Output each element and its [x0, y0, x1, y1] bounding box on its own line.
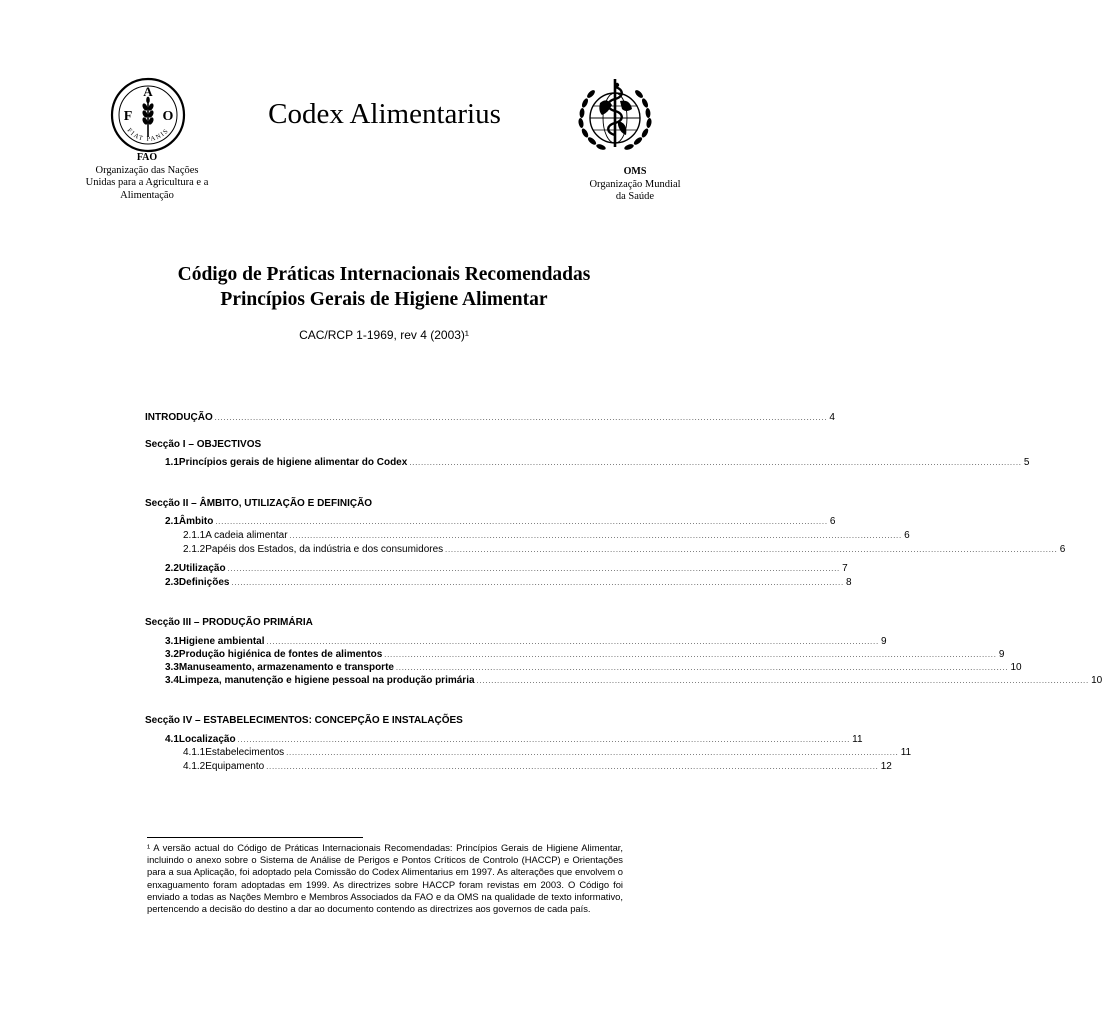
toc-entry-label: Âmbito: [178, 516, 214, 527]
toc-entry-page: 6: [1059, 544, 1066, 555]
toc-section-heading[interactable]: Secção II – ÂMBITO, UTILIZAÇÃO E DEFINIÇÃO: [145, 498, 373, 509]
toc-leader-dots: ................................................................................................................................................................................................................: [476, 678, 1090, 685]
toc-entry-number: 4.1: [165, 734, 179, 745]
toc-leader-dots: ................................................................................................................................................................................................................: [445, 547, 1058, 554]
toc-entry[interactable]: [165, 732, 863, 746]
toc-entry-introduction[interactable]: [145, 410, 835, 424]
toc-leader-dots: ................................................................................................................................................................................................................: [266, 639, 880, 646]
fao-name-line: Alimentação: [120, 189, 174, 201]
fao-name-line: Organização das Nações: [95, 164, 199, 176]
toc-entry-number: 2.1.2: [183, 544, 206, 555]
toc-entry-page: 6: [904, 530, 910, 541]
toc-entry[interactable]: [183, 528, 910, 542]
toc-leader-dots: ................................................................................................................................................................................................................: [227, 566, 841, 573]
toc-entry-number: 4.1.2: [183, 761, 206, 772]
toc-entry-number: 2.1.1: [183, 530, 206, 541]
toc-entry-number: 3.1: [165, 636, 179, 647]
fao-logo-motto: FIAT PANIS: [125, 127, 171, 143]
toc-entry-page: 10: [1091, 675, 1102, 686]
toc-entry[interactable]: [183, 542, 1066, 556]
toc-entry-label: Definições: [178, 577, 230, 588]
oms-name-line: da Saúde: [615, 191, 655, 202]
toc-entry-label: Equipamento: [205, 761, 265, 772]
fao-name-line: Unidas para a Agricultura e a: [85, 177, 209, 188]
toc-entry-number: 3.2: [165, 649, 179, 660]
toc-entry-label: Utilização: [178, 563, 226, 574]
toc-entry-number: 1.1: [165, 457, 179, 468]
oms-org-block: [560, 166, 710, 204]
toc-entry-page: 4: [829, 412, 835, 423]
toc-entry-number: 3.4: [165, 675, 179, 686]
toc-entry-label: Limpeza, manutenção e higiene pessoal na produção primária: [178, 675, 475, 686]
fao-logo-letter-o: O: [162, 109, 174, 124]
document-title: [100, 262, 668, 312]
toc-leader-dots: ................................................................................................................................................................................................................: [214, 415, 828, 422]
toc-entry-page: 5: [1023, 457, 1030, 468]
toc-leader-dots: ................................................................................................................................................................................................................: [237, 737, 851, 744]
toc-leader-dots: ................................................................................................................................................................................................................: [384, 652, 997, 659]
toc-entry-label: Estabelecimentos: [205, 747, 285, 758]
toc-entry[interactable]: [165, 455, 1030, 469]
toc-leader-dots: ................................................................................................................................................................................................................: [409, 460, 1022, 467]
toc-entry[interactable]: [165, 575, 852, 589]
toc-entry[interactable]: [183, 759, 892, 773]
toc-leader-dots: ................................................................................................................................................................................................................: [286, 750, 899, 757]
codex-title: Codex Alimentarius: [268, 98, 501, 130]
toc-entry-label: Higiene ambiental: [178, 636, 265, 647]
toc-entry-label: Princípios gerais de higiene alimentar do Codex: [178, 457, 408, 468]
toc-entry-number: 2.3: [165, 577, 179, 588]
toc-entry-number: 4.1.1: [183, 747, 206, 758]
toc-entry-label: A cadeia alimentar: [205, 530, 288, 541]
footnote-separator: [147, 837, 363, 838]
toc-entry-label: Manuseamento, armazenamento e transporte: [178, 662, 394, 673]
toc-entry[interactable]: [183, 745, 912, 759]
document-title-line-1: Código de Práticas Internacionais Recomendadas: [177, 264, 591, 285]
toc-entry-page: 9: [998, 649, 1005, 660]
toc-entry-page: 11: [852, 734, 863, 745]
toc-section-heading[interactable]: Secção I – OBJECTIVOS: [145, 439, 262, 450]
toc-entry-page: 12: [880, 761, 892, 772]
document-title-line-2: Princípios Gerais de Higiene Alimentar: [220, 289, 548, 310]
toc-leader-dots: ................................................................................................................................................................................................................: [395, 665, 1009, 672]
toc-entry[interactable]: [165, 673, 1102, 687]
oms-abbreviation: OMS: [623, 166, 647, 177]
toc-entry[interactable]: [165, 660, 1022, 674]
document-reference: CAC/RCP 1-1969, rev 4 (2003)¹: [299, 328, 469, 342]
toc-entry-label: Localização: [178, 734, 236, 745]
toc-section-heading[interactable]: Secção III – PRODUÇÃO PRIMÁRIA: [145, 617, 313, 628]
toc-entry-number: 2.2: [165, 563, 179, 574]
toc-entry-page: 9: [881, 636, 887, 647]
fao-logo: [110, 77, 186, 153]
toc-entry[interactable]: [165, 561, 848, 575]
footnote: ¹ A versão actual do Código de Práticas Internacionais Recomendadas: Princípios Gerais de Higiene Alimentar, incluindo o anexo sobre o Sistema de Análise de Perigos e Pontos Críticos de Controlo (HACCP) e Orientações para a sua Aplicação, foi adoptado pela Comissão do Codex Alimentarius em 1997. As alterações que envolvem o enxaguamento foram adoptadas em 1999. As directrizes sobre HACCP foram revistas em 2003. O Código foi enviado a todas as Nações Membro e Membros Associados da FAO e da OMS na qualidade de texto informativo, pertencendo a decisão do destino a dar ao documento contendo as directrizes aos governos de cada país.: [147, 842, 623, 915]
toc-entry-label: Produção higiénica de fontes de alimentos: [178, 649, 383, 660]
fao-abbreviation: FAO: [136, 152, 158, 163]
toc-entry[interactable]: [165, 647, 1005, 661]
toc-entry[interactable]: [165, 634, 887, 648]
toc-leader-dots: ................................................................................................................................................................................................................: [231, 580, 845, 587]
toc-entry-page: 10: [1010, 662, 1022, 673]
toc-entry-label: Papéis dos Estados, da indústria e dos consumidores: [205, 544, 444, 555]
toc-section-heading[interactable]: Secção IV – ESTABELECIMENTOS: CONCEPÇÃO E INSTALAÇÕES: [145, 715, 463, 726]
toc-entry-page: 7: [842, 563, 848, 574]
who-logo: [572, 73, 658, 159]
toc-entry-page: 11: [900, 747, 912, 758]
toc-entry-label: INTRODUÇÃO: [145, 412, 213, 423]
toc-entry-number: 2.1: [165, 516, 179, 527]
toc-entry[interactable]: [165, 514, 836, 528]
toc-leader-dots: ................................................................................................................................................................................................................: [215, 519, 828, 526]
fao-logo-letter-a: A: [143, 84, 153, 99]
fao-logo-letter-f: F: [123, 109, 133, 124]
oms-name-line: Organização Mundial: [589, 178, 681, 190]
toc-entry-page: 6: [829, 516, 836, 527]
toc-leader-dots: ................................................................................................................................................................................................................: [266, 764, 879, 771]
toc-leader-dots: ................................................................................................................................................................................................................: [289, 533, 903, 540]
toc-entry-number: 3.3: [165, 662, 179, 673]
fao-org-block: [66, 152, 228, 202]
toc-entry-page: 8: [846, 577, 852, 588]
